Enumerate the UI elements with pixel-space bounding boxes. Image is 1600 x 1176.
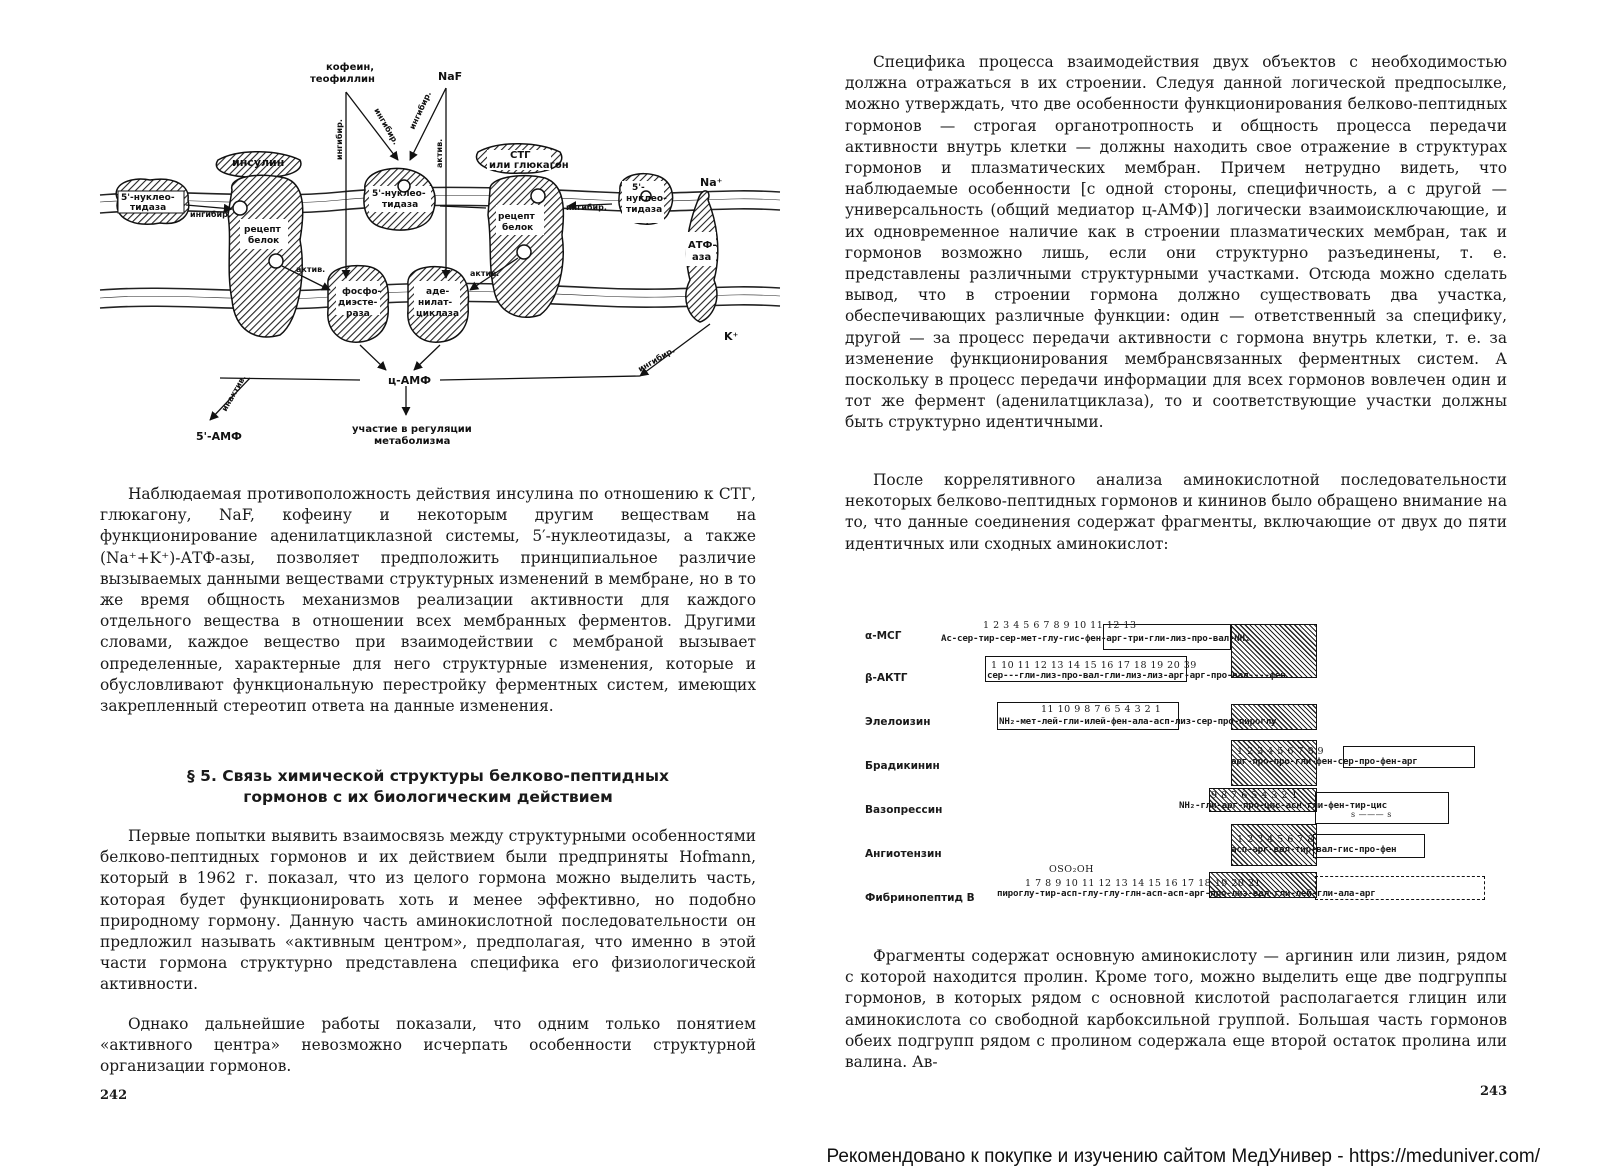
ac-label-1: аде- — [426, 287, 450, 297]
regulation-label-2: метаболизма — [374, 436, 451, 447]
activ-left-label: актив. — [296, 265, 326, 274]
right-receptor-label-2: белок — [502, 223, 534, 233]
pde-label-2: диэсте- — [338, 298, 378, 308]
page-number-left: 242 — [100, 1088, 128, 1103]
right-paragraph-1: Специфика процесса взаимодействия двух объектов с необходимостью должна отражаться в их строении. Следуя данной логической предпосылке, можно утверждать, что две особенности функционирования белково-пептидных гормонов — строгая органотропность и общность процесса передачи активности внутрь клетки — должны находить свое отражение в структурах гормонов и плазматических мембран. Причем нетрудно видеть, что наблюдаемые особенности [с одной стороны, специфичность, а с другой — универсальность (общий медиатор ц-АМФ)] логически взаимоисключающие, и их одновременное наличие как в строении плазматических мембран, так и гормонов возможно лишь, если они структурно разъединены, т. е. представлены различными структурными участками. Отсюда можно сделать вывод, что в строении гормона должно существовать два участка, обеспечивающих различные функции: один — ответственный за специфику, другой — за процесс передачи активности с гормона внутрь клетки, т. е. за изменение функционирования мембрансвязанных ферментных систем. А поскольку в процесс передачи информации для всех гормонов вовлечен один и тот же фермент (аденилатциклаза), то и соответствующие участки должны быть структурно идентичными. — [845, 53, 1507, 432]
ac-label-2: нилат- — [418, 298, 453, 308]
pde-label-3: раза — [346, 309, 370, 319]
left-paragraph-3: Однако дальнейшие работы показали, что одним только понятием «активного центра» невозможно исчерпать особенности структурной организации гормонов. — [100, 1015, 756, 1076]
peptide-nums-bradykinin: 1 2 3 4 5 6 7 8 9 — [1237, 746, 1325, 757]
regulation-label-1: участие в регуляции — [352, 424, 472, 435]
right-paragraph-2: После коррелятивного анализа аминокислотной последовательности некоторых белково-пептидных гормонов и кининов было обращено внимание на то, что данные соединения содержат фрагменты, включающие от двух до пяти идентичных или сходных аминокислот: — [845, 471, 1507, 553]
left-receptor-label-2: белок — [248, 236, 280, 246]
peptide-name-amsg: α-МСГ — [865, 630, 902, 642]
right-nucleotidase-label-2: нуклео- — [626, 194, 667, 204]
peptide-nums-acth: 1 10 11 12 13 14 15 16 17 18 19 20 39 — [991, 660, 1197, 671]
left-paragraph-1: Наблюдаемая противоположность действия инсулина по отношению к СТГ, глюкагону, NaF, кофеину и некоторым другим веществам на функционирование аденилатциклазной системы, 5′-нуклеотидазы, а также (Na⁺+K⁺)-АТФ-азы, позволяет предположить принципиальное различие вызываемых данными веществами структурных изменений в мембране, но в то же время общность механизмов реализации активности для каждого отдельного вещества в отношении всех мембранных ферментов. Другими словами, каждое вещество при взаимодействии с мембраной вызывает определенные, характерные для него структурные изменения, которые и обусловливают функциональную перестройку ферментных систем, имеющих закрепленный стереотип ответа на данные изменения. — [100, 485, 756, 716]
peptide-seq-acth: сер---гли-лиз-про-вал-гли-лиз-лиз-арг-арг-про-вал----фен — [987, 670, 1286, 681]
stg-label-2: или глюкагон — [489, 160, 569, 171]
atpase-label-1: АТФ- — [688, 240, 717, 251]
inhib-left-label: ингибир. — [190, 210, 231, 219]
amp5-label: 5'-АМФ — [196, 430, 242, 443]
center-nucleotidase-label-2: тидаза — [382, 200, 419, 210]
inhib-right-label: ингибир. — [566, 203, 607, 212]
insulin-label: инсулин — [232, 156, 285, 169]
peptide-seq-amsg: Ac-сер-тир-сер-мет-глу-гис-фен-арг-три-гли-лиз-про-вал-NH₂ — [941, 633, 1251, 644]
left-nucleotidase-label-2: тидаза — [130, 203, 167, 213]
peptide-sequence-table — [865, 620, 1525, 930]
right-page — [800, 0, 1600, 1176]
peptide-nums-eledoisin: 11 10 9 8 7 6 5 4 3 2 1 — [1041, 704, 1162, 715]
peptide-seq-fibrinopeptide: пироглу-тир-асп-глу-глу-глн-асп-асп-арг-про-лиз-вал-гли-лей-гли-ала-арг — [997, 888, 1376, 899]
section-heading-line-1: § 5. Связь химической структуры белково-пептидных — [187, 767, 669, 785]
na-label: Na⁺ — [700, 176, 723, 189]
membrane-diagram — [0, 0, 800, 470]
left-nucleotidase-label-1: 5'-нуклео- — [121, 193, 175, 203]
inactivation-label: инактив. — [219, 373, 248, 413]
left-receptor-shape — [228, 175, 303, 337]
oso2oh-label: OSO₂OH — [1049, 864, 1094, 875]
k-label: K⁺ — [724, 330, 739, 343]
peptide-nums-angiotensin: 1 2 3 4 5 6 7 8 — [1237, 834, 1314, 845]
center-nucleotidase-label-1: 5'-нуклео- — [372, 189, 426, 199]
inhib-diag-label: ингибир. — [372, 106, 401, 147]
section-heading-line-2: гормонов с их биологическим действием — [243, 788, 613, 806]
peptide-seq-eledoisin: NH₂-мет-лей-гли-илей-фен-ала-асп-лиз-сер-про-пироглу — [999, 716, 1277, 727]
right-nucleotidase-label-3: тидаза — [626, 205, 663, 215]
naf-label: NaF — [438, 70, 463, 83]
page-number-right: 243 — [1480, 1084, 1508, 1099]
right-receptor-label-1: рецепт — [498, 212, 535, 222]
camp-label: ц-АМФ — [388, 374, 432, 387]
footer-recommendation: Рекомендовано к покупке и изучению сайтом МедУнивер - https://meduniver.com/ — [826, 1146, 1540, 1167]
peptide-seq-bradykinin: арг-про-про-гли-фен-сер-про-фен-арг — [1231, 756, 1418, 767]
vasopressin-disulfide-label: s ——— s — [1351, 810, 1392, 819]
act-vertical-label: актив. — [435, 138, 444, 168]
ac-label-3: циклаза — [416, 309, 460, 319]
peptide-seq-angiotensin: асп-арг-вал-тир-вал-гис-про-фен — [1231, 844, 1397, 855]
theophylline-label: теофиллин — [310, 74, 375, 85]
peptide-name-bradykinin: Брадикинин — [865, 760, 940, 772]
peptide-name-angiotensin: Ангиотензин — [865, 848, 942, 860]
activ-right-label: актив. — [470, 269, 500, 278]
peptide-seq-vasopressin: NH₂-гли-арг-про-цис-асн-гли-фен-тир-цис — [1179, 800, 1387, 811]
peptide-nums-amsg: 1 2 3 4 5 6 7 8 9 10 11 12 13 — [983, 620, 1137, 631]
pde-label-1: фосфо- — [342, 287, 382, 297]
peptide-nums-fibrinopeptide: 1 7 8 9 10 11 12 13 14 15 16 17 18 19 20 21 — [1025, 878, 1262, 889]
inhib-vertical-label: ингибир. — [335, 119, 344, 160]
right-paragraph-3: Фрагменты содержат основную аминокислоту — аргинин или лизин, рядом с которой находится пролин. Кроме того, можно выделить еще две подгруппы гормонов, в которых рядом с основной кислотой располагается глицин или аминокислота со свободной карбоксильной группой. Большая часть гормонов обеих подгрупп рядом с пролином содержала еще второй остаток пролина или валина. Ав- — [845, 947, 1507, 1072]
caffeine-label: кофеин, — [326, 62, 375, 73]
left-receptor-label-1: рецепт — [244, 225, 281, 235]
left-paragraph-2: Первые попытки выявить взаимосвязь между структурными особенностями белково-пептидных гормонов и их действием были предприняты Hofmann, который в 1962 г. показал, что из целого гормона можно выделить часть, которая будет функционировать хоть и менее эффективно, но подобно природному гормону. Данную часть аминокислотной последовательности он предложил называть «активным центром», предполагая, что именно в этой части гормона структурно представлена специфика его физиологической активности. — [100, 827, 756, 994]
peptide-name-acth: β-АКТГ — [865, 672, 908, 684]
stg-label-1: СТГ — [510, 150, 531, 161]
section-heading — [100, 766, 756, 808]
inhib-diag2-label: ингибир. — [407, 89, 434, 131]
peptide-name-fibrinopeptide: Фибринопептид В — [865, 892, 975, 904]
right-nucleotidase-label-1: 5'- — [632, 183, 645, 193]
peptide-name-eledoisin: Элелоизин — [865, 716, 931, 728]
peptide-nums-vasopressin: 9 8 7 6 5 4 3 2 1 — [1211, 790, 1299, 801]
atpase-label-2: аза — [692, 252, 712, 263]
peptide-name-vasopressin: Вазопрессин — [865, 804, 943, 816]
inhib-bottom-label: ингибир. — [636, 345, 677, 374]
